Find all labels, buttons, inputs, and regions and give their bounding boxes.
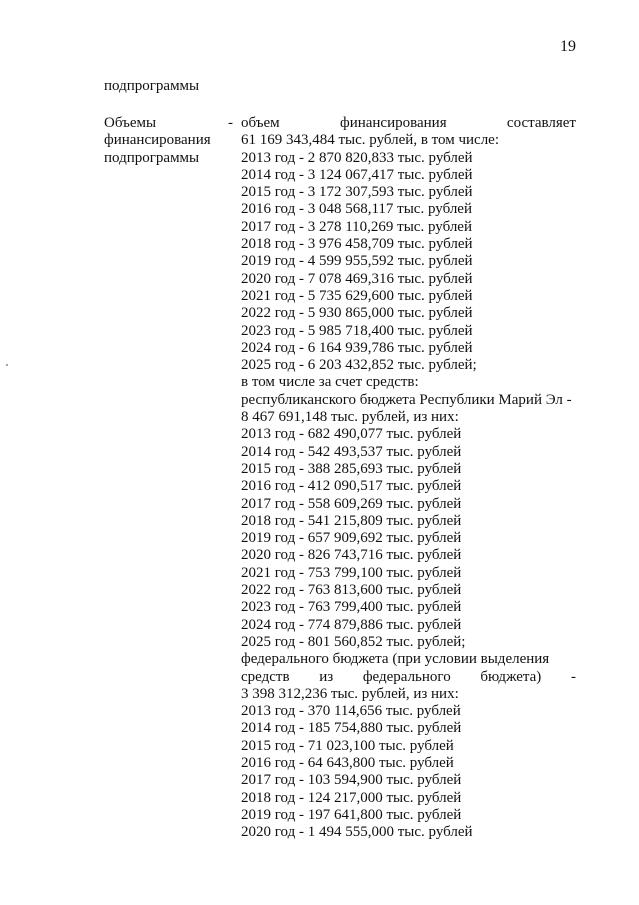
content-line: 2021 год - 753 799,100 тыс. рублей [241,564,462,581]
justified-line-first [241,115,576,132]
label-line: подпрограммы [104,149,200,166]
content-line: 61 169 343,484 тыс. рублей, в том числе: [241,132,500,149]
word: объем [241,115,280,131]
content-line: республиканского бюджета Республики Марий Эл - [241,391,572,408]
content-line: 2019 год - 4 599 955,592 тыс. рублей [241,253,473,270]
content-line: 2016 год - 3 048 568,117 тыс. рублей [241,201,472,218]
content-lines-b [241,686,576,842]
content-line: 2016 год - 412 090,517 тыс. рублей [241,478,462,495]
content-line: 2014 год - 542 493,537 тыс. рублей [241,443,462,460]
section-heading: подпрограммы [104,78,200,94]
content-line: 2023 год - 5 985 718,400 тыс. рублей [241,322,473,339]
content-line: 2019 год - 197 641,800 тыс. рублей [241,806,462,823]
content-line: 2022 год - 5 930 865,000 тыс. рублей [241,305,473,322]
content-line: 2016 год - 64 643,800 тыс. рублей [241,754,454,771]
content-line: 2018 год - 541 215,809 тыс. рублей [241,512,462,529]
content-line: 2019 год - 657 909,692 тыс. рублей [241,530,462,547]
page-number: 19 [560,38,576,55]
content-line: 2022 год - 763 813,600 тыс. рублей [241,582,462,599]
word: из [319,668,334,685]
justified-line-federal [241,669,576,686]
label-line: финансирования [104,132,211,149]
content-line: федерального бюджета (при условии выделения [241,651,550,668]
content-line: 2013 год - 682 490,077 тыс. рублей [241,426,462,443]
content-line: 2017 год - 558 609,269 тыс. рублей [241,495,462,512]
row-dash: - [228,115,233,131]
content-line: 2020 год - 1 494 555,000 тыс. рублей [241,824,473,841]
content-line: 2024 год - 6 164 939,786 тыс. рублей [241,339,473,356]
content-line: 2015 год - 3 172 307,593 тыс. рублей [241,184,473,201]
word: финансирования [339,115,447,131]
word: бюджета) [480,668,542,685]
content-line: 2020 год - 826 743,716 тыс. рублей [241,547,462,564]
content-line: 2018 год - 124 217,000 тыс. рублей [241,789,462,806]
word: составляет [506,115,576,131]
content-line: 3 398 312,236 тыс. рублей, из них: [241,685,459,702]
content-line: 2025 год - 801 560,852 тыс. рублей; [241,633,466,650]
scan-speck [6,364,8,366]
row-content [241,115,576,841]
content-line: 2017 год - 3 278 110,269 тыс. рублей [241,218,472,235]
content-line: 2024 год - 774 879,886 тыс. рублей [241,616,462,633]
content-line: 2021 год - 5 735 629,600 тыс. рублей [241,287,473,304]
content-line: в том числе за счет средств: [241,374,419,391]
word: средств [241,668,290,685]
row-label [104,115,224,167]
content-line: 2013 год - 2 870 820,833 тыс. рублей [241,149,473,166]
content-line: 8 467 691,148 тыс. рублей, из них: [241,409,459,426]
content-line: 2014 год - 3 124 067,417 тыс. рублей [241,166,473,183]
content-line: 2014 год - 185 754,880 тыс. рублей [241,720,462,737]
label-line: Объемы [104,115,157,131]
content-line: 2013 год - 370 114,656 тыс. рублей [241,703,461,720]
content-line: 2018 год - 3 976 458,709 тыс. рублей [241,236,473,253]
content-line: 2017 год - 103 594,900 тыс. рублей [241,772,462,789]
content-line: 2015 год - 388 285,693 тыс. рублей [241,460,462,477]
word: - [570,668,576,685]
content-line: 2015 год - 71 023,100 тыс. рублей [241,737,454,754]
word: федерального [362,668,451,685]
content-line: 2020 год - 7 078 469,316 тыс. рублей [241,270,473,287]
content-line: 2025 год - 6 203 432,852 тыс. рублей; [241,357,477,374]
content-lines-a [241,132,576,668]
content-line: 2023 год - 763 799,400 тыс. рублей [241,599,462,616]
